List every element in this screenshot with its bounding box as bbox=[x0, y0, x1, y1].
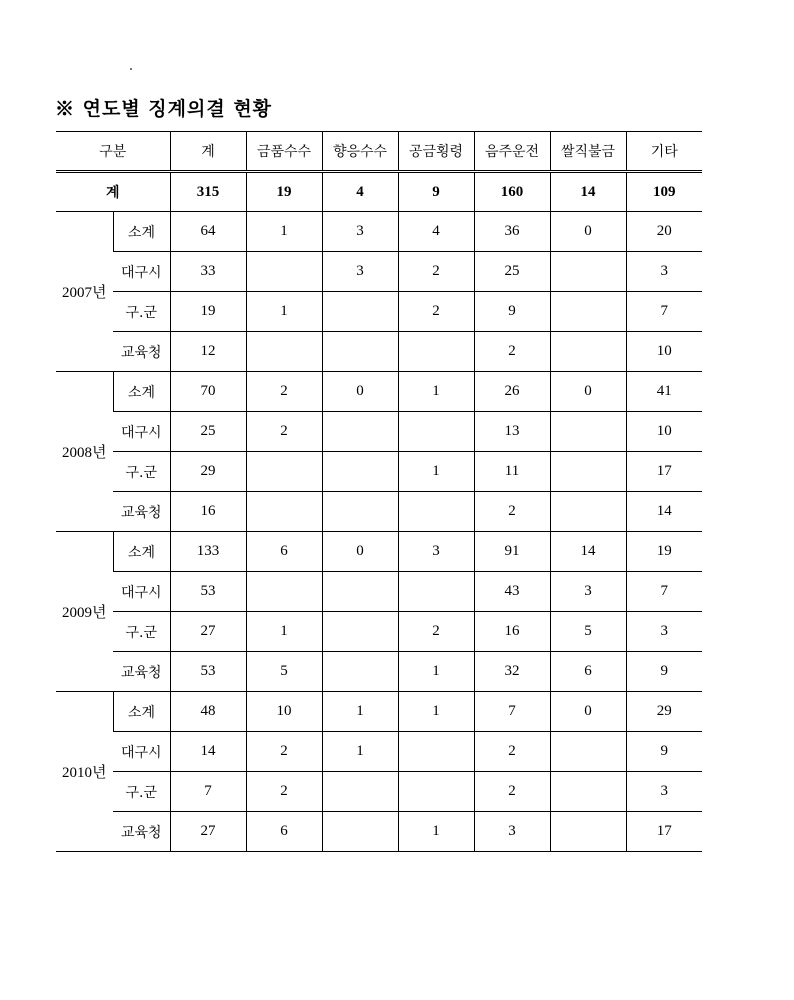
value-cell: 1 bbox=[322, 732, 398, 772]
value-cell: 12 bbox=[170, 332, 246, 372]
value-cell bbox=[246, 332, 322, 372]
page-title: ※ 연도별 징계의결 현황 bbox=[55, 98, 273, 120]
value-cell: 11 bbox=[474, 452, 550, 492]
row-label: 교육청 bbox=[113, 492, 170, 532]
year-cell: 2010년 bbox=[56, 692, 113, 852]
value-cell bbox=[322, 412, 398, 452]
row-label: 소계 bbox=[113, 532, 170, 572]
value-cell: 7 bbox=[626, 572, 702, 612]
value-cell bbox=[398, 772, 474, 812]
value-cell bbox=[246, 572, 322, 612]
value-cell: 27 bbox=[170, 812, 246, 852]
value-cell: 3 bbox=[626, 772, 702, 812]
value-cell bbox=[550, 452, 626, 492]
value-cell: 2 bbox=[246, 372, 322, 412]
header-cell: 구분 bbox=[56, 132, 170, 172]
value-cell bbox=[322, 292, 398, 332]
total-label: 계 bbox=[56, 172, 170, 212]
value-cell: 0 bbox=[550, 212, 626, 252]
value-cell: 16 bbox=[170, 492, 246, 532]
value-cell bbox=[322, 812, 398, 852]
header-cell: 음주운전 bbox=[474, 132, 550, 172]
value-cell: 9 bbox=[474, 292, 550, 332]
row-label: 대구시 bbox=[113, 252, 170, 292]
value-cell: 6 bbox=[550, 652, 626, 692]
header-cell: 금품수수 bbox=[246, 132, 322, 172]
table-row bbox=[56, 212, 702, 252]
value-cell: 3 bbox=[626, 252, 702, 292]
value-cell bbox=[246, 492, 322, 532]
table-row bbox=[56, 692, 702, 732]
value-cell: 70 bbox=[170, 372, 246, 412]
value-cell: 1 bbox=[398, 692, 474, 732]
row-label: 소계 bbox=[113, 372, 170, 412]
value-cell: 0 bbox=[550, 372, 626, 412]
total-cell: 4 bbox=[322, 172, 398, 212]
table-row bbox=[56, 732, 702, 772]
value-cell: 5 bbox=[246, 652, 322, 692]
value-cell: 3 bbox=[550, 572, 626, 612]
value-cell bbox=[322, 492, 398, 532]
value-cell: 9 bbox=[626, 732, 702, 772]
value-cell bbox=[398, 412, 474, 452]
value-cell: 2 bbox=[474, 332, 550, 372]
total-cell: 9 bbox=[398, 172, 474, 212]
row-label: 소계 bbox=[113, 212, 170, 252]
header-cell: 기타 bbox=[626, 132, 702, 172]
value-cell: 91 bbox=[474, 532, 550, 572]
value-cell: 1 bbox=[246, 292, 322, 332]
value-cell: 41 bbox=[626, 372, 702, 412]
value-cell: 43 bbox=[474, 572, 550, 612]
value-cell bbox=[550, 772, 626, 812]
value-cell: 9 bbox=[626, 652, 702, 692]
value-cell: 2 bbox=[398, 612, 474, 652]
value-cell: 2 bbox=[398, 252, 474, 292]
value-cell: 7 bbox=[626, 292, 702, 332]
value-cell bbox=[398, 732, 474, 772]
value-cell: 0 bbox=[322, 532, 398, 572]
row-label: 구.군 bbox=[113, 292, 170, 332]
header-cell: 계 bbox=[170, 132, 246, 172]
total-row bbox=[56, 172, 702, 212]
value-cell: 10 bbox=[626, 332, 702, 372]
total-cell: 19 bbox=[246, 172, 322, 212]
value-cell: 2 bbox=[474, 732, 550, 772]
value-cell bbox=[398, 332, 474, 372]
table-row bbox=[56, 772, 702, 812]
value-cell: 36 bbox=[474, 212, 550, 252]
table-row bbox=[56, 252, 702, 292]
discipline-table bbox=[56, 131, 702, 852]
value-cell bbox=[322, 572, 398, 612]
header-row bbox=[56, 132, 702, 172]
table-row bbox=[56, 492, 702, 532]
value-cell: 53 bbox=[170, 572, 246, 612]
value-cell: 17 bbox=[626, 452, 702, 492]
value-cell: 1 bbox=[246, 212, 322, 252]
value-cell: 4 bbox=[398, 212, 474, 252]
value-cell bbox=[246, 452, 322, 492]
value-cell: 13 bbox=[474, 412, 550, 452]
row-label: 구.군 bbox=[113, 772, 170, 812]
value-cell bbox=[550, 252, 626, 292]
value-cell: 25 bbox=[474, 252, 550, 292]
value-cell: 14 bbox=[626, 492, 702, 532]
value-cell bbox=[550, 292, 626, 332]
value-cell: 0 bbox=[322, 372, 398, 412]
value-cell: 14 bbox=[550, 532, 626, 572]
value-cell: 48 bbox=[170, 692, 246, 732]
row-label: 대구시 bbox=[113, 412, 170, 452]
value-cell bbox=[322, 332, 398, 372]
value-cell bbox=[550, 732, 626, 772]
value-cell: 14 bbox=[170, 732, 246, 772]
value-cell: 1 bbox=[246, 612, 322, 652]
value-cell: 1 bbox=[398, 652, 474, 692]
total-cell: 14 bbox=[550, 172, 626, 212]
row-label: 교육청 bbox=[113, 332, 170, 372]
header-cell: 공금횡령 bbox=[398, 132, 474, 172]
value-cell: 1 bbox=[322, 692, 398, 732]
value-cell bbox=[550, 492, 626, 532]
row-label: 구.군 bbox=[113, 612, 170, 652]
value-cell: 2 bbox=[398, 292, 474, 332]
stray-dot bbox=[130, 68, 132, 70]
value-cell bbox=[322, 772, 398, 812]
value-cell: 2 bbox=[474, 772, 550, 812]
value-cell: 29 bbox=[170, 452, 246, 492]
row-label: 소계 bbox=[113, 692, 170, 732]
value-cell: 5 bbox=[550, 612, 626, 652]
value-cell: 0 bbox=[550, 692, 626, 732]
value-cell bbox=[398, 572, 474, 612]
value-cell: 20 bbox=[626, 212, 702, 252]
value-cell: 27 bbox=[170, 612, 246, 652]
header-cell: 향응수수 bbox=[322, 132, 398, 172]
header-cell: 쌀직불금 bbox=[550, 132, 626, 172]
value-cell: 3 bbox=[474, 812, 550, 852]
value-cell: 16 bbox=[474, 612, 550, 652]
value-cell bbox=[322, 612, 398, 652]
total-cell: 109 bbox=[626, 172, 702, 212]
value-cell: 2 bbox=[246, 412, 322, 452]
year-cell: 2008년 bbox=[56, 372, 113, 532]
value-cell: 133 bbox=[170, 532, 246, 572]
value-cell: 3 bbox=[322, 252, 398, 292]
row-label: 대구시 bbox=[113, 572, 170, 612]
row-label: 대구시 bbox=[113, 732, 170, 772]
table-row bbox=[56, 452, 702, 492]
value-cell: 26 bbox=[474, 372, 550, 412]
value-cell: 1 bbox=[398, 372, 474, 412]
value-cell bbox=[398, 492, 474, 532]
value-cell: 3 bbox=[398, 532, 474, 572]
value-cell: 2 bbox=[474, 492, 550, 532]
year-cell: 2007년 bbox=[56, 212, 113, 372]
value-cell: 10 bbox=[626, 412, 702, 452]
year-cell: 2009년 bbox=[56, 532, 113, 692]
value-cell: 64 bbox=[170, 212, 246, 252]
value-cell: 3 bbox=[626, 612, 702, 652]
table-row bbox=[56, 412, 702, 452]
value-cell: 7 bbox=[474, 692, 550, 732]
row-label: 교육청 bbox=[113, 812, 170, 852]
value-cell bbox=[550, 412, 626, 452]
value-cell: 29 bbox=[626, 692, 702, 732]
table-row bbox=[56, 812, 702, 852]
value-cell: 33 bbox=[170, 252, 246, 292]
value-cell bbox=[322, 452, 398, 492]
table-row bbox=[56, 572, 702, 612]
value-cell: 6 bbox=[246, 532, 322, 572]
total-cell: 160 bbox=[474, 172, 550, 212]
value-cell: 3 bbox=[322, 212, 398, 252]
table-row bbox=[56, 292, 702, 332]
value-cell: 19 bbox=[626, 532, 702, 572]
value-cell: 2 bbox=[246, 732, 322, 772]
table-row bbox=[56, 612, 702, 652]
table-row bbox=[56, 652, 702, 692]
value-cell bbox=[550, 332, 626, 372]
value-cell: 25 bbox=[170, 412, 246, 452]
value-cell bbox=[550, 812, 626, 852]
value-cell: 1 bbox=[398, 812, 474, 852]
value-cell: 32 bbox=[474, 652, 550, 692]
value-cell bbox=[246, 252, 322, 292]
value-cell: 53 bbox=[170, 652, 246, 692]
table-body bbox=[56, 132, 702, 852]
value-cell: 7 bbox=[170, 772, 246, 812]
value-cell: 17 bbox=[626, 812, 702, 852]
value-cell bbox=[322, 652, 398, 692]
value-cell: 1 bbox=[398, 452, 474, 492]
value-cell: 10 bbox=[246, 692, 322, 732]
row-label: 구.군 bbox=[113, 452, 170, 492]
value-cell: 19 bbox=[170, 292, 246, 332]
row-label: 교육청 bbox=[113, 652, 170, 692]
table-row bbox=[56, 332, 702, 372]
value-cell: 6 bbox=[246, 812, 322, 852]
value-cell: 2 bbox=[246, 772, 322, 812]
table-row bbox=[56, 532, 702, 572]
table-row bbox=[56, 372, 702, 412]
total-cell: 315 bbox=[170, 172, 246, 212]
